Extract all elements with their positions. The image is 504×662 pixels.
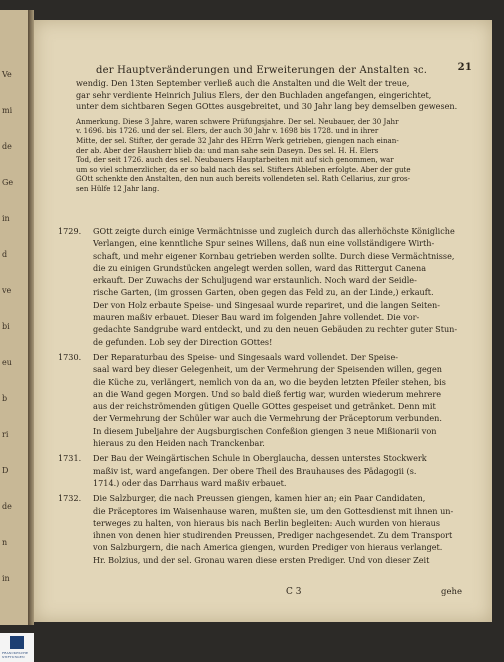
entry-year: 1732. bbox=[58, 493, 82, 504]
page-number: 21 bbox=[457, 62, 472, 73]
signature-mark: C 3 bbox=[286, 587, 302, 597]
entry-line: der Vermehrung der Schüler war auch die Vermehrung der Präceptorum verbunden. bbox=[93, 413, 442, 424]
logo-text-line1: FRANCKESCHE bbox=[2, 651, 29, 655]
intro-lines bbox=[76, 78, 472, 113]
entry-year: 1731. bbox=[58, 453, 82, 464]
entry-line: de gefunden. Lob sey der Direction GOttes! bbox=[93, 336, 273, 347]
left-page-fragment: in bbox=[2, 214, 10, 223]
intro-line: wendig. Den 13ten September verließ auch die Anstalten und die Welt der treue, bbox=[76, 78, 410, 88]
left-page-fragment: de bbox=[2, 502, 12, 511]
entry-line: ihnen von denen hier studirenden Preussen, Prediger nachgesendet. Zu dem Transport bbox=[93, 530, 453, 541]
left-page-fragment: ve bbox=[2, 286, 12, 295]
left-page-fragment: n bbox=[2, 538, 8, 547]
running-head bbox=[96, 62, 472, 76]
note-line: sen Hülfe 12 Jahr lang. bbox=[76, 183, 160, 193]
note-line: Anmerkung. Diese 3 Jahre, waren schwere Prüfungsjahre. Der sel. Neubauer, der 30 Jahr bbox=[76, 116, 399, 126]
entry-line: Hr. Bolzius, und der sel. Gronau waren diese ersten Prediger. Und von dieser Zeit bbox=[93, 554, 430, 565]
left-page-fragment: eu bbox=[2, 358, 12, 367]
entry-line: an die Wand gegen Morgen. Und so bald dieß fertig war, wurden wiederum mehrere bbox=[93, 388, 442, 399]
left-page-fragment: Ge bbox=[2, 178, 14, 187]
running-head-title: der Hauptveränderungen und Erweiterungen der Anstalten ꝛc. bbox=[96, 65, 428, 76]
year-entry bbox=[58, 225, 472, 348]
year-entries bbox=[58, 225, 472, 569]
left-page-fragment: d bbox=[2, 250, 8, 259]
entry-line: die Präceptores im Waisenhause waren, mußten sie, um den Gottesdienst mit ihnen un- bbox=[93, 505, 454, 516]
entry-line: In diesem Jubeljahre der Augsburgischen Confeßion giengen 3 neue Mißionarii von bbox=[93, 425, 437, 436]
page-content bbox=[46, 20, 482, 622]
left-page-fragment: in bbox=[2, 574, 10, 583]
left-page-fragment: ri bbox=[2, 430, 9, 439]
library-logo bbox=[0, 633, 34, 662]
left-page-fragment: bi bbox=[2, 322, 10, 331]
entry-line: die Küche zu, verlängert, nemlich von da an, wo die beyden letzten Pfeiler stehen, bis bbox=[93, 376, 446, 387]
entry-line: schaft, und mehr eigener Kornbau getrieben werden sollte. Durch diese Vermächtnisse, bbox=[93, 250, 455, 261]
entry-line: mauren maßiv erbauet. Dieser Bau ward im folgenden Jahre vollendet. Die vor- bbox=[93, 312, 420, 323]
note-line: der ab. Aber der Hausherr blieb da: und man sahe sein Daseyn. Des sel. H. H. Elers bbox=[76, 145, 379, 155]
entry-line: 1714.) oder das Darrhaus ward maßiv erbauet. bbox=[93, 477, 287, 488]
intro-line: gar sehr verdiente Heinrich Julius Elers, der den Buchladen angefangen, eingerichtet, bbox=[76, 89, 432, 100]
entry-year: 1729. bbox=[58, 226, 82, 236]
year-entry bbox=[58, 492, 472, 566]
annotation-note bbox=[76, 117, 472, 194]
year-entry bbox=[58, 351, 472, 449]
left-page-fragment: b bbox=[2, 394, 8, 403]
note-line: um so viel schmerzlicher, da er so bald nach des sel. Stifters Ableben erfolgte. Aber der gute bbox=[76, 164, 411, 174]
entry-line: die zu einigen Grundstücken angelegt werden sollen, ward das Rittergut Canena bbox=[93, 262, 427, 273]
entry-line: Die Salzburger, die nach Preussen giengen, kamen hier an; ein Paar Candidaten, bbox=[93, 493, 426, 504]
intro-line: unter dem sichtbaren Segen GOttes ausgebreitet, und 30 Jahr lang bey demselben gewesen. bbox=[76, 101, 458, 112]
left-page-fragment: Ve bbox=[2, 70, 12, 79]
note-line: Tod, der seit 1726. auch des sel. Neubauers Hauptarbeiten mit auf sich genommen, war bbox=[76, 155, 394, 165]
entry-line: terweges zu halten, von hieraus bis nach Berlin begleiten: Auch wurden von hieraus bbox=[93, 517, 440, 528]
left-page-fragment: mi bbox=[2, 106, 13, 115]
entry-line: GOtt zeigte durch einige Vermächtnisse und zugleich durch das allerhöchste Königliche bbox=[93, 226, 455, 236]
entry-line: gedachte Sandgrube ward entdeckt, und zu den neuen Gebäuden zu rechter guter Stun- bbox=[93, 324, 458, 335]
entry-year: 1730. bbox=[58, 351, 82, 362]
note-line: v. 1696. bis 1726. und der sel. Elers, der auch 30 Jahr v. 1698 bis 1728. und in ihrer bbox=[76, 126, 379, 136]
year-entry bbox=[58, 452, 472, 489]
entry-line: aus der reichströmenden gütigen Quelle GOttes gespeiset und getränket. Denn mit bbox=[93, 401, 436, 412]
entry-line: Der Bau der Weingärtischen Schule in Oberglaucha, dessen unterstes Stockwerk bbox=[93, 453, 427, 464]
left-page-fragment: de bbox=[2, 142, 12, 151]
entry-line: erkauft. Der Zuwachs der Schuljugend war erstaunlich. Noch ward der Seidle- bbox=[93, 275, 417, 286]
left-page-edge bbox=[0, 10, 29, 625]
left-page-fragment: D bbox=[2, 466, 9, 475]
catchword: gehe bbox=[441, 587, 462, 597]
logo-text-line2: STIFTUNGEN bbox=[2, 655, 25, 659]
entry-line: rische Garten, (im grossen Garten, oben gegen das Feld zu, an der Linde,) erkauft. bbox=[93, 287, 434, 298]
book-page bbox=[34, 20, 492, 622]
note-line: Mitte, der sel. Stifter, der gerade 32 Jahr des HErrn Werk getrieben, giengen nach einan- bbox=[76, 135, 399, 145]
entry-line: Verlangen, eine kenntliche Spur seines Willens, daß nun eine vollständigere Wirth- bbox=[93, 238, 435, 249]
entry-line: saal ward bey dieser Gelegenheit, um der Vermehrung der Speisenden willen, gegen bbox=[93, 364, 442, 375]
entry-line: Der von Holz erbaute Speise- und Singesaal wurde repariret, und die langen Seiten- bbox=[93, 299, 440, 310]
logo-mark-icon bbox=[10, 636, 24, 649]
entry-line: maßiv ist, ward angefangen. Der obere Theil des Brauhauses des Pädagogii (s. bbox=[93, 465, 417, 476]
entry-line: Der Reparaturbau des Speise- und Singesaals ward vollendet. Der Speise- bbox=[93, 351, 398, 362]
entry-line: von Salzburgern, die nach America giengen, wurden Prediger von hieraus verlanget. bbox=[93, 542, 443, 553]
entry-line: hieraus zu den Heiden nach Tranckenbar. bbox=[93, 438, 265, 449]
intro-paragraph bbox=[76, 78, 472, 194]
note-line: GOtt schenkte den Anstalten, den nun auch bereits vollendeten sel. Rath Cellarius, zur gros- bbox=[76, 174, 411, 184]
